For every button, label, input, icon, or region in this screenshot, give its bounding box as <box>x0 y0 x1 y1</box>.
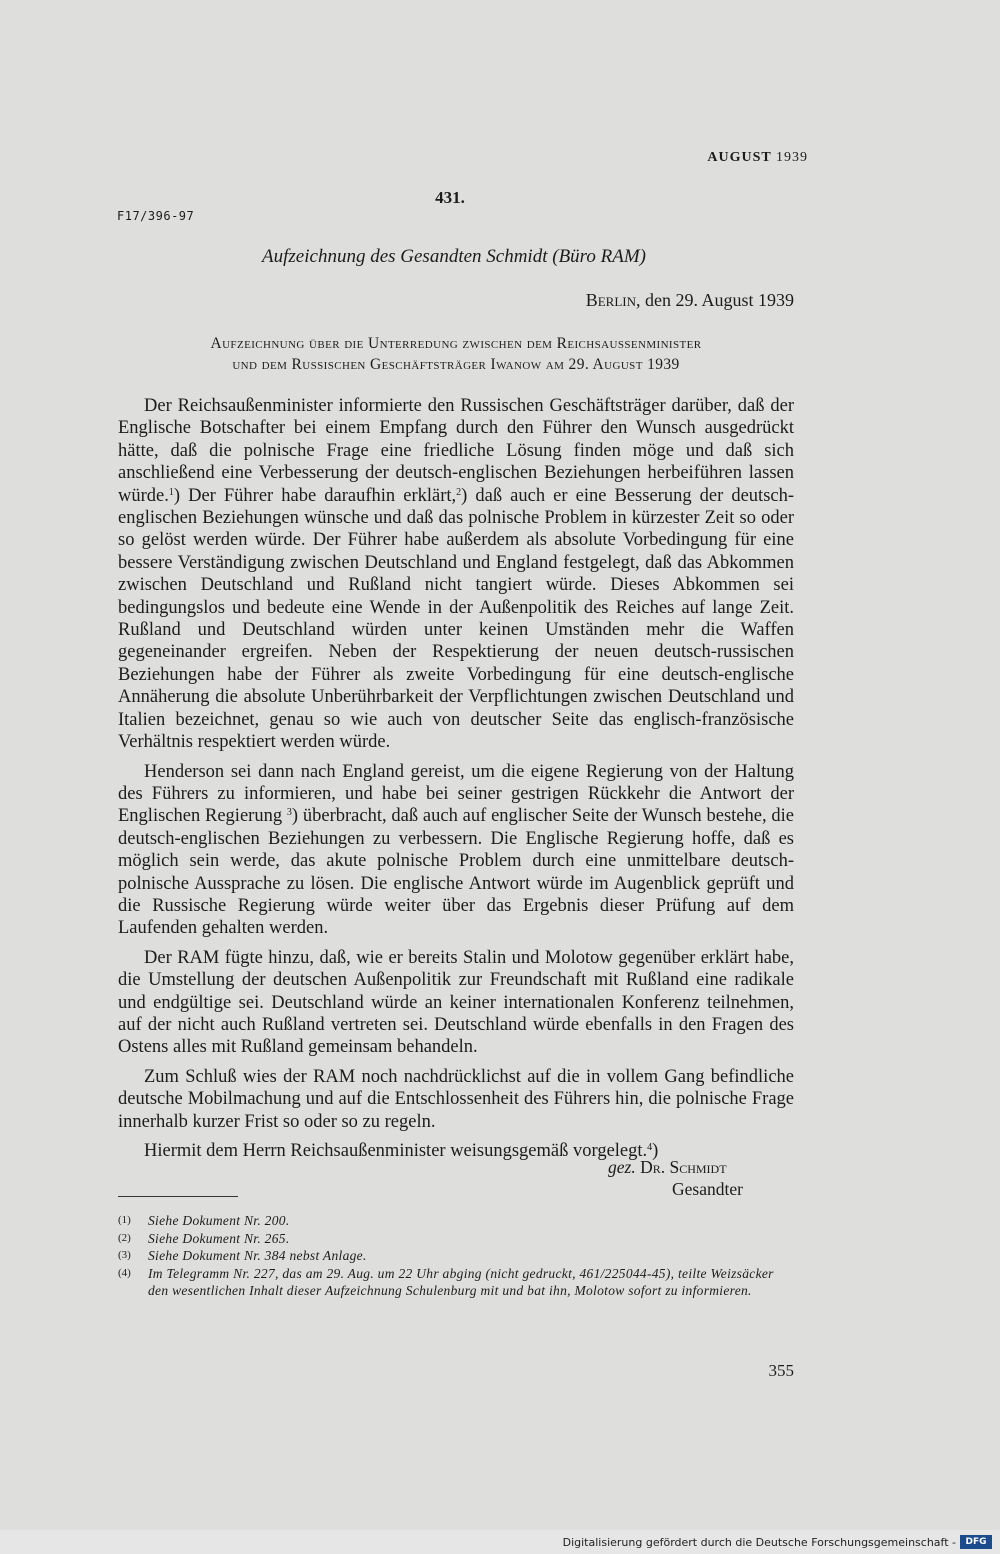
paragraph-2 <box>118 761 794 940</box>
document-heading: Aufzeichnung des Gesandten Schmidt (Büro RAM) <box>262 246 646 267</box>
document-number: 431. <box>435 188 465 207</box>
running-head-year: 1939 <box>776 150 808 165</box>
paragraph-text: ) überbracht, daß auch auf englischer Seite der Wunsch bestehe, die deutsch-englischen Beziehungen zu verbessern. Die Englische Regierung hoffe, daß es möglich sein werde, das akute polnische Problem durch eine unmittelbare deutsch-polnische Aussprache zu lösen. Die englische Antwort würde im Augenblick geprüft und die Russische Regierung würde weiter über das Ergebnis dieser Prüfung auf dem Laufenden gehalten werden. <box>118 806 794 939</box>
dfg-logo-icon: DFG <box>960 1535 992 1549</box>
paragraph-text: ) <box>652 1141 659 1161</box>
footnote-ref: 4 <box>647 1142 653 1153</box>
footnote-ref: 2 <box>456 486 462 498</box>
footnote-divider <box>118 1196 238 1197</box>
footnote-text: Siehe Dokument Nr. 265. <box>148 1230 290 1246</box>
footnote <box>118 1230 794 1248</box>
paragraph-text: ) daß auch er eine Besserung der deutsch-englischen Beziehungen wünsche und daß das polnische Problem in kürzester Zeit so oder so gelöst werden würde. Der Führer habe außerdem als absolute Vorbedingung für eine bessere Verständigung zwischen Deutschland und England festgelegt, daß das Abkommen zwischen Deutschland und Rußland nicht tangiert würde. Dieses Abkommen sei bedingungslos und bedeute eine Wende in der Außenpolitik des Reiches auf lange Zeit. Rußland und Deutschland würden unter keinen Umständen mehr die Waffen gegeneinander ergreifen. Neben der Respektierung der neuen deutsch-russischen Beziehungen habe der Führer als zweite Vorbedingung für eine deutsch-englische Annäherung die absolute Unberührbarkeit der Verpflichtungen zwischen Deutschland und Italien bezeichnet, genau so wie auch von deutscher Seite das englisch-französische Verhältnis respektiert werden würde. <box>118 485 795 753</box>
subject-line-2: und dem Russischen Geschäftsträger Iwanow am 29. August 1939 <box>232 356 680 373</box>
running-head-month: AUGUST <box>707 150 772 165</box>
footnote-mark: (2) <box>118 1231 131 1244</box>
footnote-text: Siehe Dokument Nr. 200. <box>148 1213 290 1228</box>
footnote-mark: (4) <box>118 1266 131 1279</box>
footnote <box>118 1212 794 1230</box>
footnote <box>118 1247 794 1265</box>
paragraph-text: Der Reichsaußenminister informierte den Russischen Geschäftsträger darüber, daß der Englische Botschafter bei einem Empfang durch den Führer den Wunsch ausgedrückt hätte, daß die polnische Frage eine friedliche Lösung finden möge und daß sich anschließend eine Verbesserung der deutsch-englischen Beziehungen herbeiführen lassen würde. <box>118 396 794 506</box>
signature-gez: gez. <box>608 1157 636 1177</box>
dateline <box>586 290 794 311</box>
subject-line-1: Aufzeichnung über die Unterredung zwischen dem Reichsaussenminister <box>210 335 702 352</box>
signature-block <box>608 1156 808 1200</box>
paragraph-3: Der RAM fügte hinzu, daß, wie er bereits Stalin und Molotow gegenüber erklärt habe, die Umstellung der deutschen Außenpolitik zur Freundschaft mit Rußland eine radikale und endgültige sei. Deutschland würde an keiner internationalen Konferenz teilnehmen, auf der nicht auch Rußland vertreten sei. Deutschland würde ebenfalls in den Fragen des Ostens alles mit Rußland gemeinsam behandeln. <box>118 947 794 1058</box>
file-reference: F17/396-97 <box>117 209 195 223</box>
paragraph-4: Zum Schluß wies der RAM noch nachdrücklichst auf die in vollem Gang befindliche deutsche Mobilmachung und auf die Entschlossenheit des Führers hin, die polnische Frage innerhalb kurzer Frist so oder so zu regeln. <box>118 1066 794 1132</box>
signature-title: Gesandter <box>672 1179 743 1199</box>
dateline-place: Berlin <box>585 290 636 310</box>
paragraph-text: Henderson sei dann nach England gereist, um die eigene Regierung von der Haltung des Führers zu informieren, und habe bei seiner gestrigen Rückkehr die Antwort der Englischen Regierung <box>118 761 794 827</box>
footnote-ref: 3 <box>286 807 292 819</box>
paragraph-text: ) Der Führer habe daraufhin erklärt, <box>173 485 457 506</box>
footnote-text: Im Telegramm Nr. 227, das am 29. Aug. um 22 Uhr abging (nicht gedruckt, 461/225044-45), teilte Weizsäcker den wesentlichen Inhalt dieser Aufzeichnung Schulenburg mit und bat ihn, Molotow sofort zu informieren. <box>148 1265 774 1299</box>
paragraph-1 <box>118 395 794 754</box>
footnote-text: Siehe Dokument Nr. 384 nebst Anlage. <box>148 1248 367 1264</box>
dateline-date: , den 29. August 1939 <box>635 290 794 310</box>
signature-name: Dr. Schmidt <box>640 1157 727 1177</box>
running-head <box>707 150 808 166</box>
paragraph-text: Hiermit dem Herrn Reichsaußenminister weisungsgemäß vorgelegt. <box>144 1141 648 1161</box>
footnote-mark: (3) <box>118 1249 131 1262</box>
footnotes <box>118 1212 794 1300</box>
document-body <box>118 395 794 1162</box>
footnote <box>118 1265 794 1300</box>
page-number: 355 <box>768 1361 794 1380</box>
subject-heading <box>118 333 794 375</box>
footer-credit: Digitalisierung gefördert durch die Deutsche Forschungsgemeinschaft - <box>562 1536 956 1549</box>
footnote-mark: (1) <box>118 1214 131 1226</box>
footnote-ref: 1 <box>168 486 174 498</box>
